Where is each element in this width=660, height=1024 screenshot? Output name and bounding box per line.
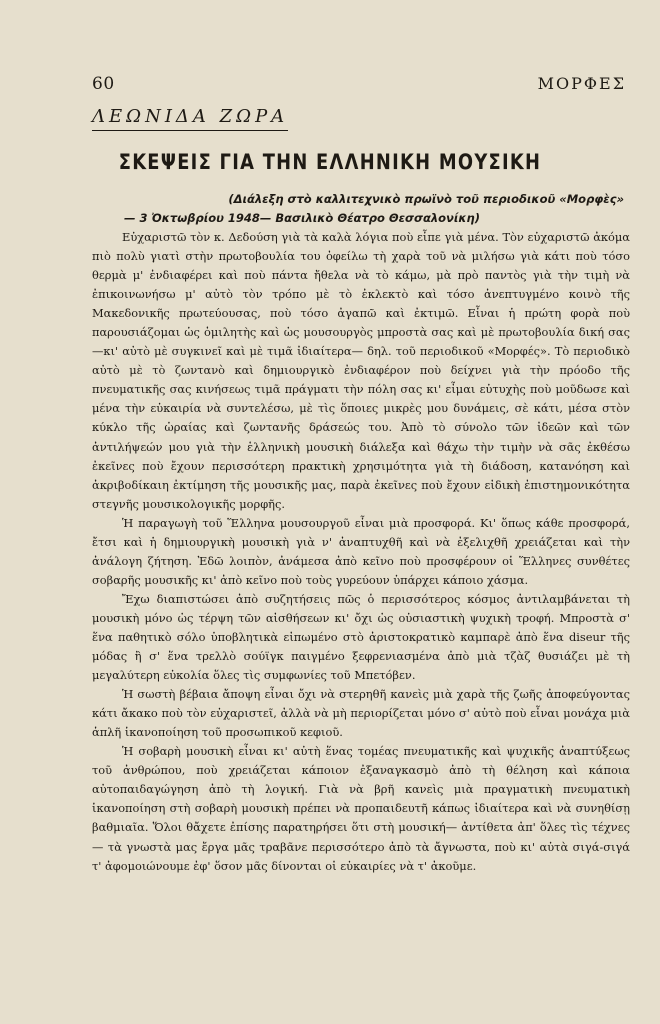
journal-title: ΜΟΡΦΕΣ [537,74,626,93]
paragraph-5: Ἡ σοβαρὴ μουσικὴ εἶναι κι' αὐτὴ ἕνας τομέας πνευματικῆς καὶ ψυχικῆς ἀναπτύξεως τοῦ ἀνθρώπου, ποὺ χρειάζεται κάποιον ἐξαναγκασμὸ ἀπὸ τὴ θέληση καὶ κάποια αὐτοπαιδαγώγηση ἀπὸ τὴ λογική. Γιὰ νὰ βρῆ κανεὶς μιὰ πραγματικὴ πνευματικὴ ἱκανοποίηση στὴ σοβαρὴ μουσικὴ πρέπει νὰ προπαιδευτῆ κάπως ἰδιαίτερα καὶ νὰ συνηθίσῃ βαθμιαῖα. Ὅλοι θἄχετε ἐπίσης παρατηρήσει ὅτι στὴ μουσική— ἀντίθετα ἀπ' ὅλες τὶς τέχνες— τὰ γνωστὰ μας ἔργα μᾶς τραβᾶνε περισσότερο ἀπὸ τὰ ἄγνωστα, ποὺ κι' αὐτὰ σιγά-σιγά τ' ἀφομοιώνουμε ἐφ' ὅσον μᾶς δίνονται οἱ εὐκαιρίες νὰ τ' ἀκοῦμε. [92,744,630,873]
article-author: ΛΕΩΝΙΔΑ ΖΩΡΑ [92,106,288,131]
article-subtitle [110,190,632,228]
paragraph-2: Ἡ παραγωγὴ τοῦ Ἕλληνα μουσουργοῦ εἶναι μιὰ προσφορά. Κι' ὅπως κάθε προσφορά, ἔτσι καὶ ἡ δημιουργικὴ μουσικὴ γιὰ ν' ἀναπτυχθῆ καὶ νὰ ἐξελιχθῆ χρειάζεται καὶ τὴν ἀνάλογη ζήτηση. Ἐδῶ λοιπὸν, ἀνάμεσα ἀπὸ κεῖνο ποὺ προσφέρουν οἱ Ἕλληνες συνθέτες σοβαρῆς μουσικῆς κι' ἀπὸ κεῖνο ποὺ τοὺς γυρεύουν ὑπάρχει κάποιο χάσμα. [92,515,630,587]
paragraph-3: Ἔχω διαπιστώσει ἀπὸ συζητήσεις πῶς ὁ περισσότερος κόσμος ἀντιλαμβάνεται τὴ μουσικὴ μόνο ὡς τέρψη τῶν αἰσθήσεων κι' ὄχι ὡς οὐσιαστικὴ ψυχικὴ τροφή. Μπροστὰ σ' ἕνα παθητικὸ σόλο ὑποβλητικὰ εἰπωμένο στὸ ἀριστοκρατικὸ καμπαρὲ ἀπὸ ἕνα diseur τῆς μόδας ἢ σ' ἕνα τρελλὸ σούϊγκ παιγμένο ξεφρενιασμένα ἀπὸ μιὰ τζὰζ θυσιάζει μὲ τὴ μεγαλύτερη εὐκολία ὅλες τὶς συμφωνίες τοῦ Μπετόβεν. [92,591,630,683]
paragraph-4: Ἡ σωστὴ βέβαια ἄποψη εἶναι ὄχι νὰ στερηθῆ κανεὶς μιὰ χαρὰ τῆς ζωῆς ἀποφεύγοντας κάτι ἄκακο ποὺ τὸν εὐχαριστεῖ, ἀλλὰ νὰ μὴ περιορίζεται μόνο σ' αὐτὸ ποὺ εἶναι μονάχα μιὰ ἁπλῆ ἱκανοποίηση τοῦ προσωπικοῦ κεφιοῦ. [92,687,630,740]
subtitle-line-2: — 3 Ὀκτωβρίου 1948— Βασιλικὸ Θέατρο Θεσσαλονίκη) [124,211,480,225]
page-number: 60 [92,74,115,94]
article-body [92,228,630,876]
paragraph-1: Εὐχαριστῶ τὸν κ. Δεδούση γιὰ τὰ καλὰ λόγια ποὺ εἶπε γιὰ μένα. Τὸν εὐχαριστῶ ἀκόμα πιὸ πολὺ γιατὶ στὴν πρωτοβουλία του ὀφείλω τὴ χαρὰ τοῦ νὰ μιλήσω γιὰ κάτι ποὺ τόσο θερμὰ μ' ἐνδιαφέρει καὶ ποὺ πάντα ἤθελα νὰ τὸ κάμω, μὰ πρὸ παντὸς γιὰ τὴν τιμὴ νὰ ἐπικοινωνήσω μ' αὐτὸ τὸν τρόπο μὲ τὸ ἐκλεκτὸ καὶ τόσο ἀνεπτυγμένο κοινὸ τῆς Μακεδονικῆς πρωτεύουσας, ποὺ τόσο ἀγαπῶ καὶ ἐκτιμῶ. Εἶναι ἡ πρώτη φορὰ ποὺ παρουσιάζομαι ὡς ὁμιλητὴς καὶ ὡς μουσουργὸς μπροστὰ σας καὶ μὲ πρωτοβουλία δική σας—κι' αὐτὸ μὲ συγκινεῖ καὶ μὲ τιμᾶ ἰδιαίτερα— δηλ. τοῦ περιοδικοῦ «Μορφές». Τὸ περιοδικὸ αὐτὸ μὲ τὸ ζωντανὸ καὶ δημιουργικὸ ἐνδιαφέρον ποὺ δείχνει γιὰ τὴν πρόοδο τῆς πνευματικῆς σας κινήσεως τιμᾶ πράγματι τὴν πόλη σας κι' εἶμαι εὐτυχὴς ποὺ μοῦδωσε καὶ μένα τὴν εὐκαιρία νὰ συντελέσω, μὲ τὶς ὅποιες μικρὲς μου δυνάμεις, σὲ κάτι, μέσα στὸν κύκλο τῆς ὡραίας καὶ ζωντανῆς δράσεώς του. Ἀπὸ τὸ σύνολο τῶν ἰδεῶν καὶ τῶν ἀντιλήψεών μου γιὰ τὴν ἑλληνικὴ μουσικὴ διάλεξα καὶ θάχω τὴν τιμὴν νὰ σᾶς ἐκθέσω ἐκεῖνες ποὺ ἔχουν περισσότερη πρακτικὴ χρησιμότητα γιὰ τὴ διάδοση, κατανόηση καὶ ἀκριβοδίκαιη ἐκτίμηση τῆς μουσικῆς μας, παρὰ ἐκεῖνες ποὺ ἔχουν εἰδικὴ ἐπιστημονικότητα στεγνῆς μουσικολογικῆς μορφῆς. [92,230,630,511]
article-title: ΣΚΕΨΕΙΣ ΓΙΑ ΤΗΝ ΕΛΛΗΝΙΚΗ ΜΟΥΣΙΚΗ [118,150,542,174]
subtitle-line-1: (Διάλεξη στὸ καλλιτεχνικὸ πρωϊνὸ τοῦ περιοδικοῦ «Μορφὲς» [228,192,624,206]
